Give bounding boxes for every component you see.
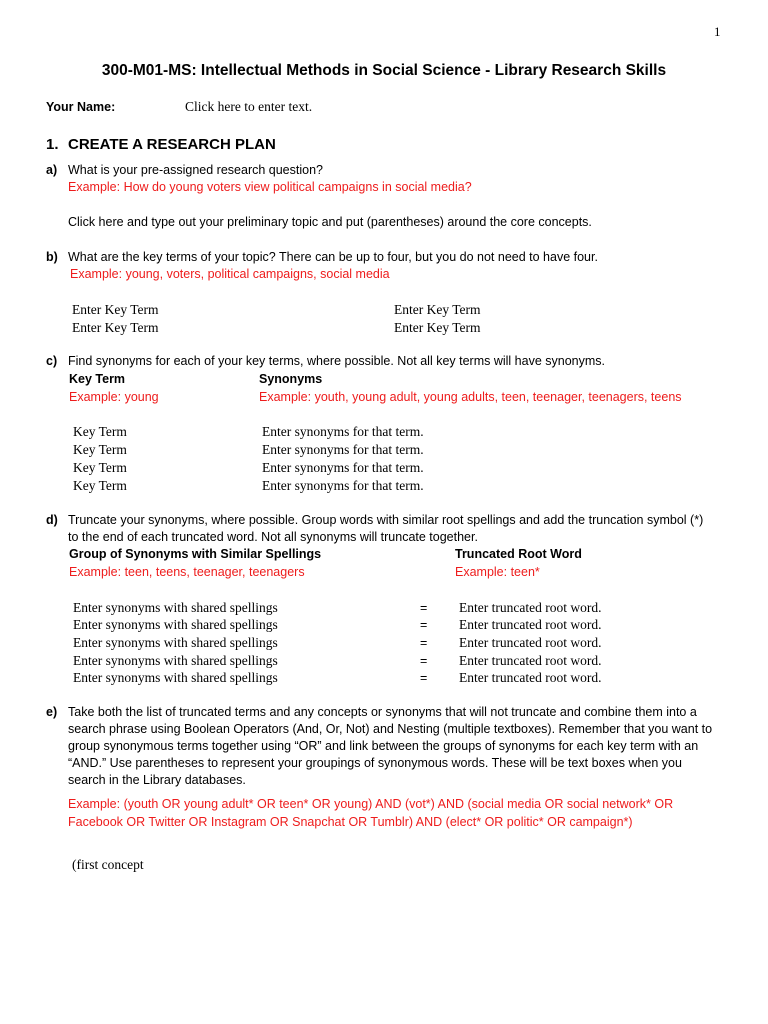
shared-spellings-field[interactable]: Enter synonyms with shared spellings bbox=[73, 670, 278, 685]
question-e-line: group synonymous terms together using “OR” and link between the groups of synonyms for each key term with an bbox=[68, 739, 699, 753]
question-c-text: Find synonyms for each of your key terms, where possible. Not all key terms will have synonyms. bbox=[68, 354, 606, 368]
synonym-key-term-field[interactable]: Key Term bbox=[73, 424, 127, 439]
question-e-line: search in the Library databases. bbox=[68, 773, 246, 787]
question-d-text-line2: to the end of each truncated word. Not all synonyms will truncate together. bbox=[68, 530, 478, 544]
question-e-example-line2: Facebook OR Twitter OR Instagram OR Snapchat OR Tumblr) AND (elect* OR politic* OR campaign*) bbox=[68, 815, 633, 829]
synonym-entry-field[interactable]: Enter synonyms for that term. bbox=[262, 460, 424, 475]
question-e-letter: e) bbox=[46, 705, 58, 719]
equals-sign: = bbox=[420, 654, 428, 668]
synonym-entry-field[interactable]: Enter synonyms for that term. bbox=[262, 478, 424, 493]
question-b-letter: b) bbox=[46, 250, 58, 264]
truncated-root-field[interactable]: Enter truncated root word. bbox=[459, 653, 602, 668]
equals-sign: = bbox=[420, 601, 428, 615]
shared-spellings-field[interactable]: Enter synonyms with shared spellings bbox=[73, 617, 278, 632]
your-name-label: Your Name: bbox=[46, 100, 116, 114]
synonym-group-column-header: Group of Synonyms with Similar Spellings bbox=[69, 547, 322, 561]
document-title: 300-M01-MS: Intellectual Methods in Social Science - Library Research Skills bbox=[101, 62, 667, 79]
synonym-key-term-field[interactable]: Key Term bbox=[73, 442, 127, 457]
example-truncated-root: Example: teen* bbox=[455, 565, 540, 579]
question-a-example: Example: How do young voters view political campaigns in social media? bbox=[68, 180, 472, 194]
key-term-column-header: Key Term bbox=[69, 372, 126, 386]
truncated-root-field[interactable]: Enter truncated root word. bbox=[459, 617, 602, 632]
first-concept-field[interactable]: (first concept bbox=[72, 857, 144, 872]
page-number: 1 bbox=[714, 24, 721, 39]
synonyms-column-header: Synonyms bbox=[259, 372, 323, 386]
truncated-root-field[interactable]: Enter truncated root word. bbox=[459, 635, 602, 650]
synonym-key-term-field[interactable]: Key Term bbox=[73, 460, 127, 475]
question-d-letter: d) bbox=[46, 513, 58, 527]
question-d-text-line1: Truncate your synonyms, where possible. Group words with similar root spellings and add the truncation symbol (*) bbox=[68, 513, 704, 527]
shared-spellings-field[interactable]: Enter synonyms with shared spellings bbox=[73, 635, 278, 650]
example-key-term: Example: young bbox=[69, 390, 159, 404]
question-a-letter: a) bbox=[46, 163, 58, 177]
question-b-example: Example: young, voters, political campaigns, social media bbox=[70, 267, 390, 281]
question-a-text: What is your pre-assigned research question? bbox=[68, 163, 323, 177]
equals-sign: = bbox=[420, 618, 428, 632]
shared-spellings-field[interactable]: Enter synonyms with shared spellings bbox=[73, 653, 278, 668]
key-term-field-4[interactable]: Enter Key Term bbox=[394, 320, 481, 335]
question-b-text: What are the key terms of your topic? There can be up to four, but you do not need to have four. bbox=[68, 250, 598, 264]
truncated-root-column-header: Truncated Root Word bbox=[455, 547, 582, 561]
synonym-key-term-field[interactable]: Key Term bbox=[73, 478, 127, 493]
question-e-line: Take both the list of truncated terms and any concepts or synonyms that will not truncate and combine them into a bbox=[68, 705, 697, 719]
section-number: 1. bbox=[46, 136, 59, 153]
shared-spellings-field[interactable]: Enter synonyms with shared spellings bbox=[73, 600, 278, 615]
key-term-field-3[interactable]: Enter Key Term bbox=[72, 320, 159, 335]
question-c-letter: c) bbox=[46, 354, 58, 368]
truncated-root-field[interactable]: Enter truncated root word. bbox=[459, 670, 602, 685]
example-synonym-group: Example: teen, teens, teenager, teenagers bbox=[69, 565, 305, 579]
example-synonyms: Example: youth, young adult, young adults, teen, teenager, teenagers, teens bbox=[259, 390, 682, 404]
your-name-field[interactable]: Click here to enter text. bbox=[185, 99, 313, 114]
question-e-example-line1: Example: (youth OR young adult* OR teen* OR young) AND (vot*) AND (social media OR social network* OR bbox=[68, 797, 674, 811]
key-term-field-2[interactable]: Enter Key Term bbox=[394, 302, 481, 317]
truncated-root-field[interactable]: Enter truncated root word. bbox=[459, 600, 602, 615]
synonym-entry-field[interactable]: Enter synonyms for that term. bbox=[262, 424, 424, 439]
section-heading: CREATE A RESEARCH PLAN bbox=[68, 136, 276, 153]
key-term-field-1[interactable]: Enter Key Term bbox=[72, 302, 159, 317]
question-e-line: “AND.” Use parentheses to represent your groupings of synonymous words. These will be text boxes when you bbox=[68, 756, 682, 770]
synonym-entry-field[interactable]: Enter synonyms for that term. bbox=[262, 442, 424, 457]
equals-sign: = bbox=[420, 671, 428, 685]
question-e-line: search phrase using Boolean Operators (And, Or, Not) and Nesting (multiple textboxes). Remember that you want to bbox=[68, 722, 713, 736]
preliminary-topic-field[interactable]: Click here and type out your preliminary topic and put (parentheses) around the core concepts. bbox=[68, 215, 592, 229]
equals-sign: = bbox=[420, 636, 428, 650]
